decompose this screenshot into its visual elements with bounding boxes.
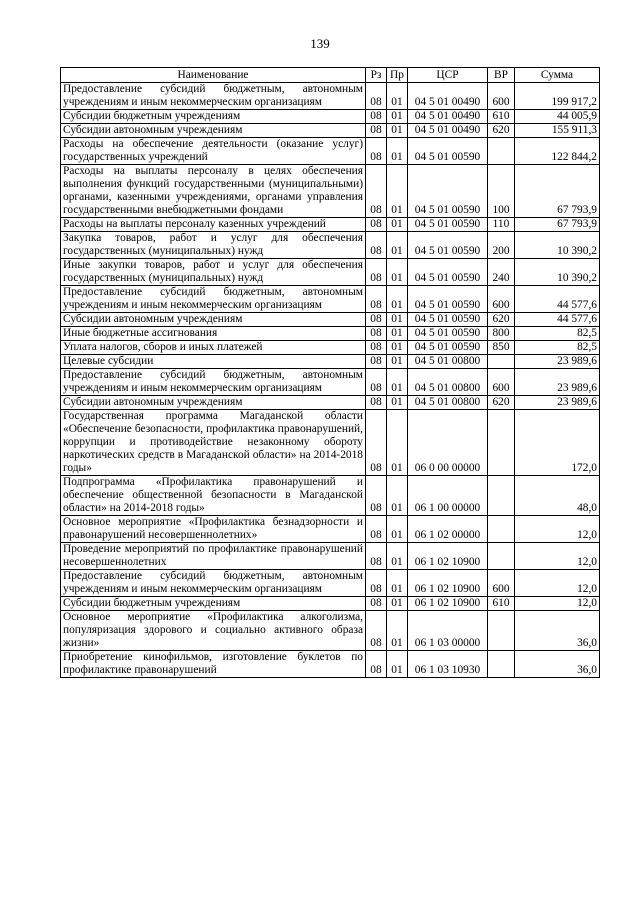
cell-pr: 01	[387, 651, 408, 678]
cell-rz: 08	[366, 651, 387, 678]
cell-name: Проведение мероприятий по профилактике правонарушений несовершеннолетних	[61, 543, 366, 570]
table-row	[61, 232, 600, 259]
table-row	[61, 138, 600, 165]
cell-rz: 08	[366, 124, 387, 138]
cell-csr: 04 5 01 00590	[408, 138, 488, 165]
cell-name: Предоставление субсидий бюджетным, автономным учреждениям и иным некоммерческим организациям	[61, 83, 366, 110]
cell-csr: 04 5 01 00490	[408, 110, 488, 124]
table-row	[61, 516, 600, 543]
cell-name: Субсидии автономным учреждениям	[61, 396, 366, 410]
cell-rz: 08	[366, 110, 387, 124]
cell-name: Предоставление субсидий бюджетным, автономным учреждениям и иным некоммерческим организациям	[61, 286, 366, 313]
cell-sum: 44 005,9	[515, 110, 600, 124]
cell-sum: 199 917,2	[515, 83, 600, 110]
cell-vr	[488, 543, 515, 570]
header-sum: Сумма	[515, 68, 600, 83]
cell-pr: 01	[387, 83, 408, 110]
cell-sum: 12,0	[515, 543, 600, 570]
cell-pr: 01	[387, 138, 408, 165]
cell-sum: 44 577,6	[515, 286, 600, 313]
cell-sum: 122 844,2	[515, 138, 600, 165]
cell-vr: 100	[488, 165, 515, 218]
cell-csr: 06 1 02 00000	[408, 516, 488, 543]
cell-sum: 172,0	[515, 410, 600, 476]
cell-pr: 01	[387, 516, 408, 543]
cell-rz: 08	[366, 611, 387, 651]
cell-sum: 155 911,3	[515, 124, 600, 138]
cell-rz: 08	[366, 286, 387, 313]
cell-csr: 04 5 01 00590	[408, 341, 488, 355]
cell-name: Подпрограмма «Профилактика правонарушений и обеспечение общественной безопасности в Магаданской области» на 2014-2018 годы»	[61, 476, 366, 516]
cell-vr	[488, 476, 515, 516]
budget-table	[60, 67, 600, 678]
cell-name: Закупка товаров, работ и услуг для обеспечения государственных (муниципальных) нужд	[61, 232, 366, 259]
cell-name: Предоставление субсидий бюджетным, автономным учреждениям и иным некоммерческим организациям	[61, 369, 366, 396]
cell-vr	[488, 516, 515, 543]
cell-pr: 01	[387, 369, 408, 396]
cell-csr: 06 1 03 00000	[408, 611, 488, 651]
cell-sum: 82,5	[515, 341, 600, 355]
table-row	[61, 570, 600, 597]
table-body	[61, 83, 600, 678]
cell-csr: 04 5 01 00590	[408, 259, 488, 286]
cell-rz: 08	[366, 410, 387, 476]
cell-name: Иные бюджетные ассигнования	[61, 327, 366, 341]
cell-vr: 110	[488, 218, 515, 232]
page-number: 139	[310, 36, 330, 51]
cell-pr: 01	[387, 611, 408, 651]
cell-name: Субсидии автономным учреждениям	[61, 124, 366, 138]
cell-pr: 01	[387, 476, 408, 516]
cell-pr: 01	[387, 543, 408, 570]
table-row	[61, 218, 600, 232]
table-row	[61, 83, 600, 110]
cell-rz: 08	[366, 83, 387, 110]
table-row	[61, 651, 600, 678]
header-csr: ЦСР	[408, 68, 488, 83]
table-header	[61, 68, 600, 83]
table-row	[61, 369, 600, 396]
cell-csr: 06 1 00 00000	[408, 476, 488, 516]
cell-pr: 01	[387, 232, 408, 259]
cell-rz: 08	[366, 232, 387, 259]
cell-sum: 12,0	[515, 570, 600, 597]
cell-pr: 01	[387, 259, 408, 286]
cell-vr: 610	[488, 110, 515, 124]
table-row	[61, 110, 600, 124]
header-rz: Рз	[366, 68, 387, 83]
cell-vr: 800	[488, 327, 515, 341]
cell-name: Государственная программа Магаданской области «Обеспечение безопасности, профилактика правонарушений, коррупции и противодействие незаконному обороту наркотических средств в Магаданской области» на 2014-2018 годы»	[61, 410, 366, 476]
cell-rz: 08	[366, 218, 387, 232]
cell-sum: 23 989,6	[515, 369, 600, 396]
cell-name: Субсидии бюджетным учреждениям	[61, 597, 366, 611]
cell-pr: 01	[387, 124, 408, 138]
cell-sum: 12,0	[515, 516, 600, 543]
cell-pr: 01	[387, 396, 408, 410]
cell-csr: 04 5 01 00800	[408, 396, 488, 410]
cell-name: Расходы на выплаты персоналу в целях обеспечения выполнения функций государственными (муниципальными) органами, казенными учреждениями, органами управления государственными внебюджетными фондами	[61, 165, 366, 218]
cell-csr: 04 5 01 00490	[408, 124, 488, 138]
cell-csr: 06 0 00 00000	[408, 410, 488, 476]
cell-vr: 600	[488, 83, 515, 110]
cell-sum: 23 989,6	[515, 355, 600, 369]
header-pr: Пр	[387, 68, 408, 83]
cell-pr: 01	[387, 597, 408, 611]
cell-csr: 04 5 01 00800	[408, 369, 488, 396]
cell-sum: 82,5	[515, 327, 600, 341]
cell-sum: 10 390,2	[515, 232, 600, 259]
cell-vr	[488, 138, 515, 165]
cell-rz: 08	[366, 341, 387, 355]
cell-name: Уплата налогов, сборов и иных платежей	[61, 341, 366, 355]
cell-name: Иные закупки товаров, работ и услуг для обеспечения государственных (муниципальных) нужд	[61, 259, 366, 286]
cell-name: Предоставление субсидий бюджетным, автономным учреждениям и иным некоммерческим организациям	[61, 570, 366, 597]
cell-csr: 04 5 01 00590	[408, 165, 488, 218]
table-row	[61, 597, 600, 611]
cell-pr: 01	[387, 341, 408, 355]
cell-name: Целевые субсидии	[61, 355, 366, 369]
cell-vr: 240	[488, 259, 515, 286]
cell-rz: 08	[366, 570, 387, 597]
cell-sum: 23 989,6	[515, 396, 600, 410]
table-row	[61, 355, 600, 369]
cell-vr	[488, 410, 515, 476]
cell-sum: 36,0	[515, 611, 600, 651]
cell-csr: 04 5 01 00590	[408, 327, 488, 341]
table-row	[61, 165, 600, 218]
cell-sum: 36,0	[515, 651, 600, 678]
table-row	[61, 410, 600, 476]
table-row	[61, 313, 600, 327]
cell-vr	[488, 651, 515, 678]
cell-name: Субсидии бюджетным учреждениям	[61, 110, 366, 124]
cell-sum: 44 577,6	[515, 313, 600, 327]
cell-name: Основное мероприятие «Профилактика безнадзорности и правонарушений несовершеннолетних»	[61, 516, 366, 543]
cell-name: Расходы на обеспечение деятельности (оказание услуг) государственных учреждений	[61, 138, 366, 165]
cell-name: Расходы на выплаты персоналу казенных учреждений	[61, 218, 366, 232]
table-row	[61, 327, 600, 341]
table-row	[61, 476, 600, 516]
cell-csr: 06 1 03 10930	[408, 651, 488, 678]
cell-pr: 01	[387, 165, 408, 218]
cell-vr	[488, 355, 515, 369]
cell-sum: 67 793,9	[515, 165, 600, 218]
cell-vr: 600	[488, 286, 515, 313]
cell-sum: 12,0	[515, 597, 600, 611]
cell-pr: 01	[387, 327, 408, 341]
cell-csr: 04 5 01 00590	[408, 313, 488, 327]
cell-rz: 08	[366, 327, 387, 341]
cell-vr: 600	[488, 570, 515, 597]
table-row	[61, 124, 600, 138]
cell-csr: 04 5 01 00800	[408, 355, 488, 369]
table-row	[61, 611, 600, 651]
table-row	[61, 286, 600, 313]
cell-rz: 08	[366, 396, 387, 410]
cell-csr: 04 5 01 00590	[408, 286, 488, 313]
cell-rz: 08	[366, 597, 387, 611]
table-row	[61, 543, 600, 570]
cell-pr: 01	[387, 410, 408, 476]
cell-pr: 01	[387, 286, 408, 313]
header-vr: ВР	[488, 68, 515, 83]
cell-csr: 04 5 01 00490	[408, 83, 488, 110]
cell-vr: 620	[488, 124, 515, 138]
cell-rz: 08	[366, 543, 387, 570]
cell-rz: 08	[366, 516, 387, 543]
cell-vr: 850	[488, 341, 515, 355]
cell-csr: 04 5 01 00590	[408, 218, 488, 232]
cell-rz: 08	[366, 355, 387, 369]
cell-csr: 06 1 02 10900	[408, 597, 488, 611]
cell-pr: 01	[387, 313, 408, 327]
table-row	[61, 396, 600, 410]
cell-sum: 10 390,2	[515, 259, 600, 286]
cell-vr: 620	[488, 396, 515, 410]
cell-pr: 01	[387, 570, 408, 597]
table-row	[61, 341, 600, 355]
table-row	[61, 259, 600, 286]
cell-sum: 67 793,9	[515, 218, 600, 232]
cell-rz: 08	[366, 313, 387, 327]
cell-name: Субсидии автономным учреждениям	[61, 313, 366, 327]
cell-pr: 01	[387, 110, 408, 124]
cell-csr: 06 1 02 10900	[408, 543, 488, 570]
cell-rz: 08	[366, 259, 387, 286]
cell-pr: 01	[387, 218, 408, 232]
cell-vr: 610	[488, 597, 515, 611]
cell-rz: 08	[366, 165, 387, 218]
cell-vr: 200	[488, 232, 515, 259]
cell-name: Основное мероприятие «Профилактика алкоголизма, популяризация здорового и социально активного образа жизни»	[61, 611, 366, 651]
cell-pr: 01	[387, 355, 408, 369]
cell-csr: 06 1 02 10900	[408, 570, 488, 597]
cell-sum: 48,0	[515, 476, 600, 516]
cell-vr: 620	[488, 313, 515, 327]
cell-rz: 08	[366, 476, 387, 516]
cell-name: Приобретение кинофильмов, изготовление буклетов по профилактике правонарушений	[61, 651, 366, 678]
cell-vr	[488, 611, 515, 651]
cell-csr: 04 5 01 00590	[408, 232, 488, 259]
cell-rz: 08	[366, 138, 387, 165]
cell-rz: 08	[366, 369, 387, 396]
header-name: Наименование	[61, 68, 366, 83]
header-row	[61, 68, 600, 83]
cell-vr: 600	[488, 369, 515, 396]
